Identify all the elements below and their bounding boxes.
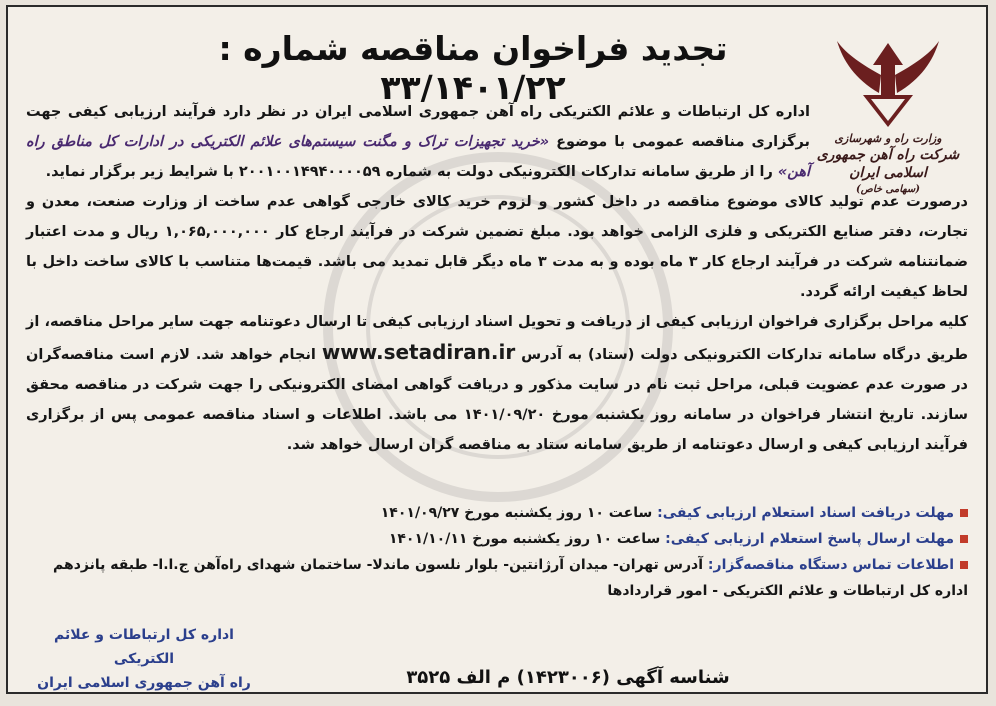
contact-department: اداره کل ارتباطات و علائم الکتریکی - امور قراردادها (607, 583, 968, 599)
ad-code: شناسه آگهی (۱۴۲۳۰۰۶) م الف ۳۵۲۵ (406, 667, 730, 688)
list-item (26, 552, 968, 578)
tender-subject: «خرید تجهیزات تراک و مگنت سیستم‌های علائم الکتریکی در ادارات کل مناطق راه آهن» (26, 134, 810, 180)
intro-end: را از طریق سامانه تدارکات الکترونیکی دولت به شماره ۲۰۰۱۰۰۱۴۹۴۰۰۰۰۵۹ با شرایط زیر برگزار نماید. (45, 164, 778, 180)
procedure-end: انجام خواهد شد. لازم است مناقصه‌گران در صورت عدم عضویت قبلی، مراحل ثبت نام در سایت مذکور و دریافت گواهی امضای الکترونیکی را جهت شرکت در مناقصه محقق سازند. تاریخ انتشار فراخوان در سامانه روز یکشنبه مورخ ۱۴۰۱/۰۹/۲۰ می باشد. اطلاعات و اسناد مناقصه عمومی پس از برگزاری فرآیند ارزیابی کیفی و ارسال دعوتنامه از طریق سامانه ستاد به مناقصه گران ارسال خواهد شد. (26, 347, 968, 453)
logo-ministry: وزارت راه و شهرسازی (834, 132, 942, 145)
notice-title: تجدید فراخوان مناقصه شماره : ۳۳/۱۴۰۱/۲۲ (218, 29, 728, 107)
paragraph-procedure (26, 307, 968, 460)
winged-emblem-icon (833, 35, 943, 130)
paragraph-conditions: درصورت عدم تولید کالای موضوع مناقصه در داخل کشور و لزوم خرید کالای خارجی گواهی عدم ساخت از وزارت صنعت، معدن و تجارت، دفتر صنایع الکتریکی و فلزی الزامی خواهد بود. مبلغ تضمین شرکت در فرآیند ارجاع کار ۱,۰۶۵,۰۰۰,۰۰۰ ریال و مدت اعتبار ضمانتنامه شرکت در فرآیند ارجاع کار ۳ ماه بوده و به مدت ۳ ماه دیگر قابل تمدید می باشد. قیمت‌ها متناسب با کالای ساخت داخل با لحاظ کیفیت ارائه گردد. (26, 194, 969, 300)
list-item (26, 526, 968, 552)
bullet-value: آدرس تهران- میدان آرژانتین- بلوار نلسون ماندلا- ساختمان شهدای راه‌آهن ج.ا.ا- طبقه پانزدهم (53, 557, 708, 573)
bullet-label: اطلاعات تماس دستگاه مناقصه‌گزار: (707, 557, 954, 573)
deadline-list (26, 500, 968, 604)
signature-line-2: راه آهن جمهوری اسلامی ایران (37, 675, 251, 691)
intro-text: اداره کل ارتباطات و علائم الکتریکی راه آهن جمهوری اسلامی ایران در نظر دارد فرآیند ارزیابی کیفی جهت برگزاری مناقصه عمومی با موضوع (26, 104, 810, 150)
paragraph-intro (26, 97, 810, 187)
bullet-square-icon (960, 509, 968, 517)
signature-line-1: اداره کل ارتباطات و علائم الکتریکی (54, 627, 234, 667)
bullet-label: مهلت دریافت اسناد استعلام ارزیابی کیفی: (657, 505, 954, 521)
signature-block (24, 623, 264, 694)
bullet-value: ساعت ۱۰ روز یکشنبه مورخ ۱۴۰۱/۱۰/۱۱ (388, 531, 666, 547)
logo-company-type: (سهامی خاص) (856, 183, 920, 195)
bullet-label: مهلت ارسال پاسخ استعلام ارزیابی کیفی: (665, 531, 954, 547)
list-item (26, 500, 968, 526)
bullet-square-icon (960, 535, 968, 543)
setad-url[interactable]: www.setadiran.ir (321, 340, 516, 364)
bullet-value: ساعت ۱۰ روز یکشنبه مورخ ۱۴۰۱/۰۹/۲۷ (380, 505, 658, 521)
logo-company: شرکت راه آهن جمهوری اسلامی ایران (816, 147, 960, 182)
tender-notice (6, 5, 988, 694)
procedure-text: کلیه مراحل برگزاری فراخوان ارزیابی کیفی از دریافت و تحویل اسناد ارزیابی کیفی تا ارسال دعوتنامه جهت سایر مراحل مناقصه، از طریق درگاه سامانه تدارکات الکترونیکی دولت (ستاد) به آدرس (26, 314, 968, 363)
bullet-square-icon (960, 561, 968, 569)
